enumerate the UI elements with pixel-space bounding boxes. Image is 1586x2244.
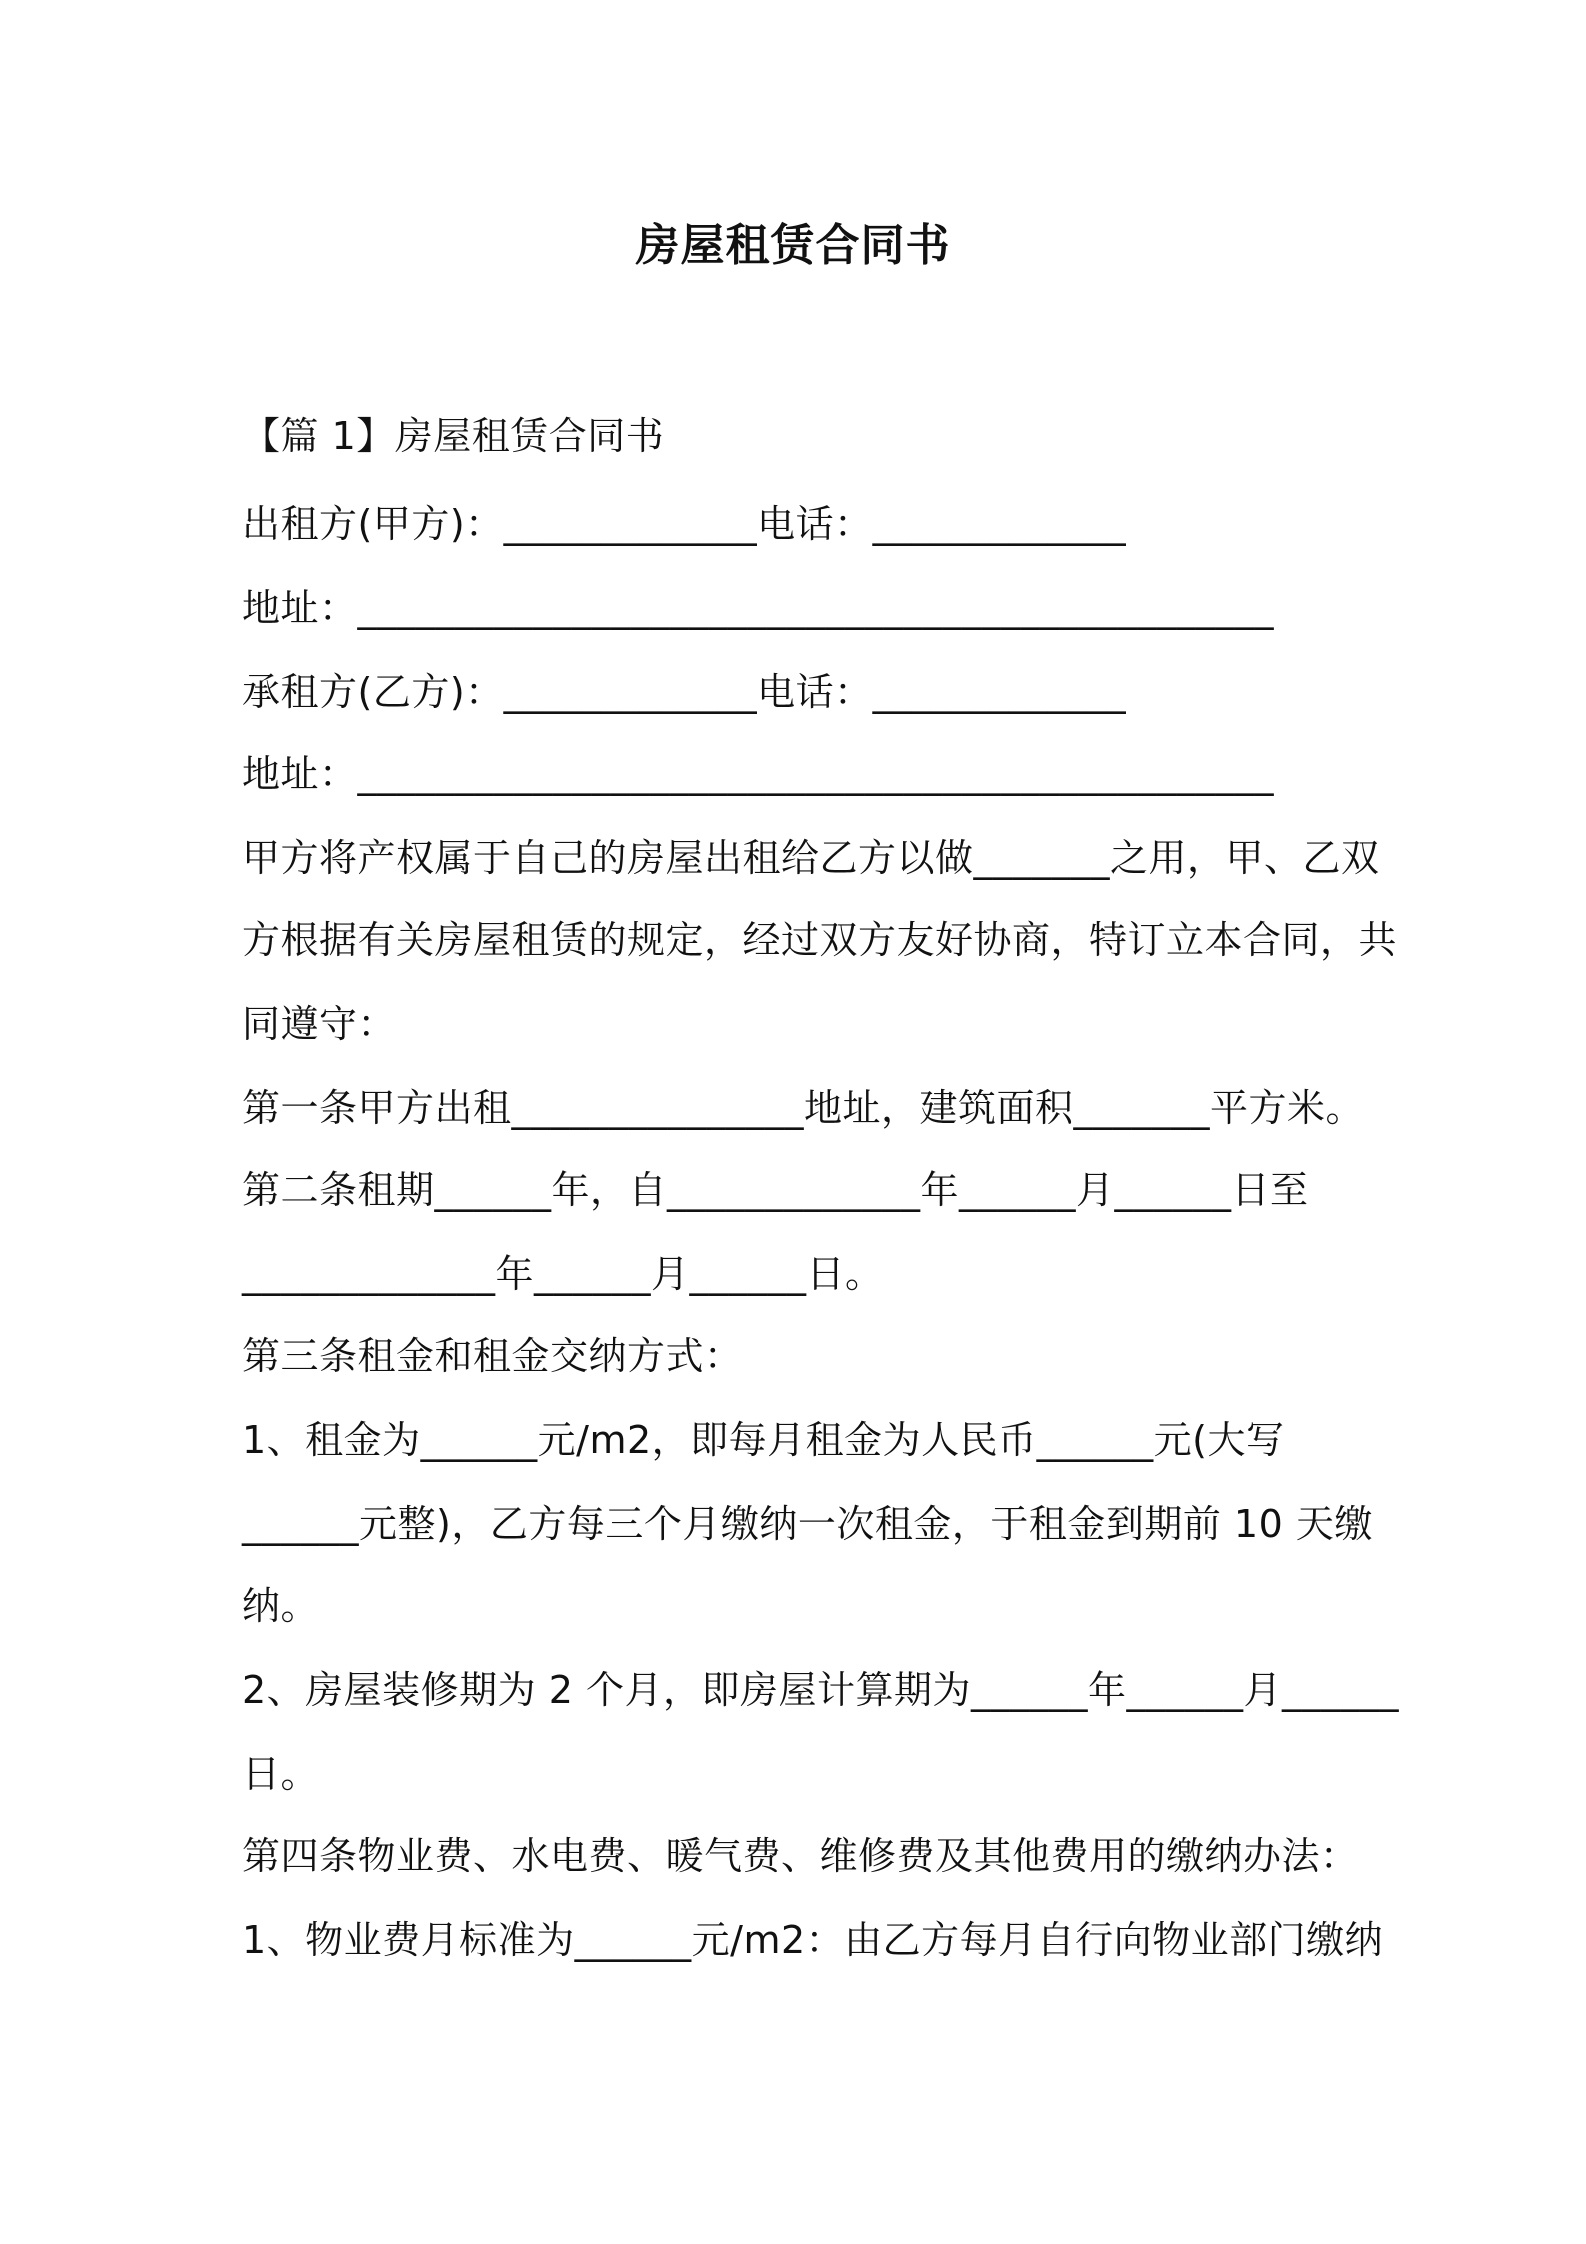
article-4-item-1: 1、物业费月标准为______元/m2：由乙方每月自行向物业部门缴纳 (242, 1918, 1384, 1962)
article-1: 第一条甲方出租_______________地址，建筑面积_______平方米。 (242, 1086, 1365, 1130)
lessor-address-line: 地址：_______________________________________________ (242, 586, 1275, 630)
article-2-line: 第二条租期______年，自_____________年______月______日至 (242, 1168, 1309, 1212)
article-3-item-2-line: 日。 (242, 1752, 320, 1796)
article-3-item-1-line: 纳。 (242, 1584, 320, 1628)
intro-paragraph-line: 同遵守： (242, 1002, 397, 1046)
article-2-line: _____________年______月______日。 (242, 1252, 884, 1296)
lessee-address-line: 地址：_______________________________________________ (242, 752, 1275, 796)
article-3-item-1-line: ______元整)，乙方每三个月缴纳一次租金，于租金到期前 10 天缴 (242, 1502, 1373, 1546)
article-3-item-2-line: 2、房屋装修期为 2 个月，即房屋计算期为______年______月______ (242, 1668, 1400, 1712)
article-4-heading: 第四条物业费、水电费、暖气费、维修费及其他费用的缴纳办法： (242, 1834, 1359, 1878)
article-3-heading: 第三条租金和租金交纳方式： (242, 1334, 743, 1378)
article-3-item-1-line: 1、租金为______元/m2，即每月租金为人民币______元(大写 (242, 1418, 1285, 1462)
lessee-line: 承租方(乙方)：_____________电话：_____________ (242, 670, 1127, 714)
intro-paragraph-line: 甲方将产权属于自己的房屋出租给乙方以做_______之用，甲、乙双 (242, 836, 1380, 880)
intro-paragraph-line: 方根据有关房屋租赁的规定，经过双方友好协商，特订立本合同，共 (242, 918, 1398, 962)
section-heading: 【篇 1】房屋租赁合同书 (242, 414, 665, 458)
document-title: 房屋租赁合同书 (635, 220, 951, 271)
lessor-line: 出租方(甲方)：_____________电话：_____________ (242, 502, 1127, 546)
